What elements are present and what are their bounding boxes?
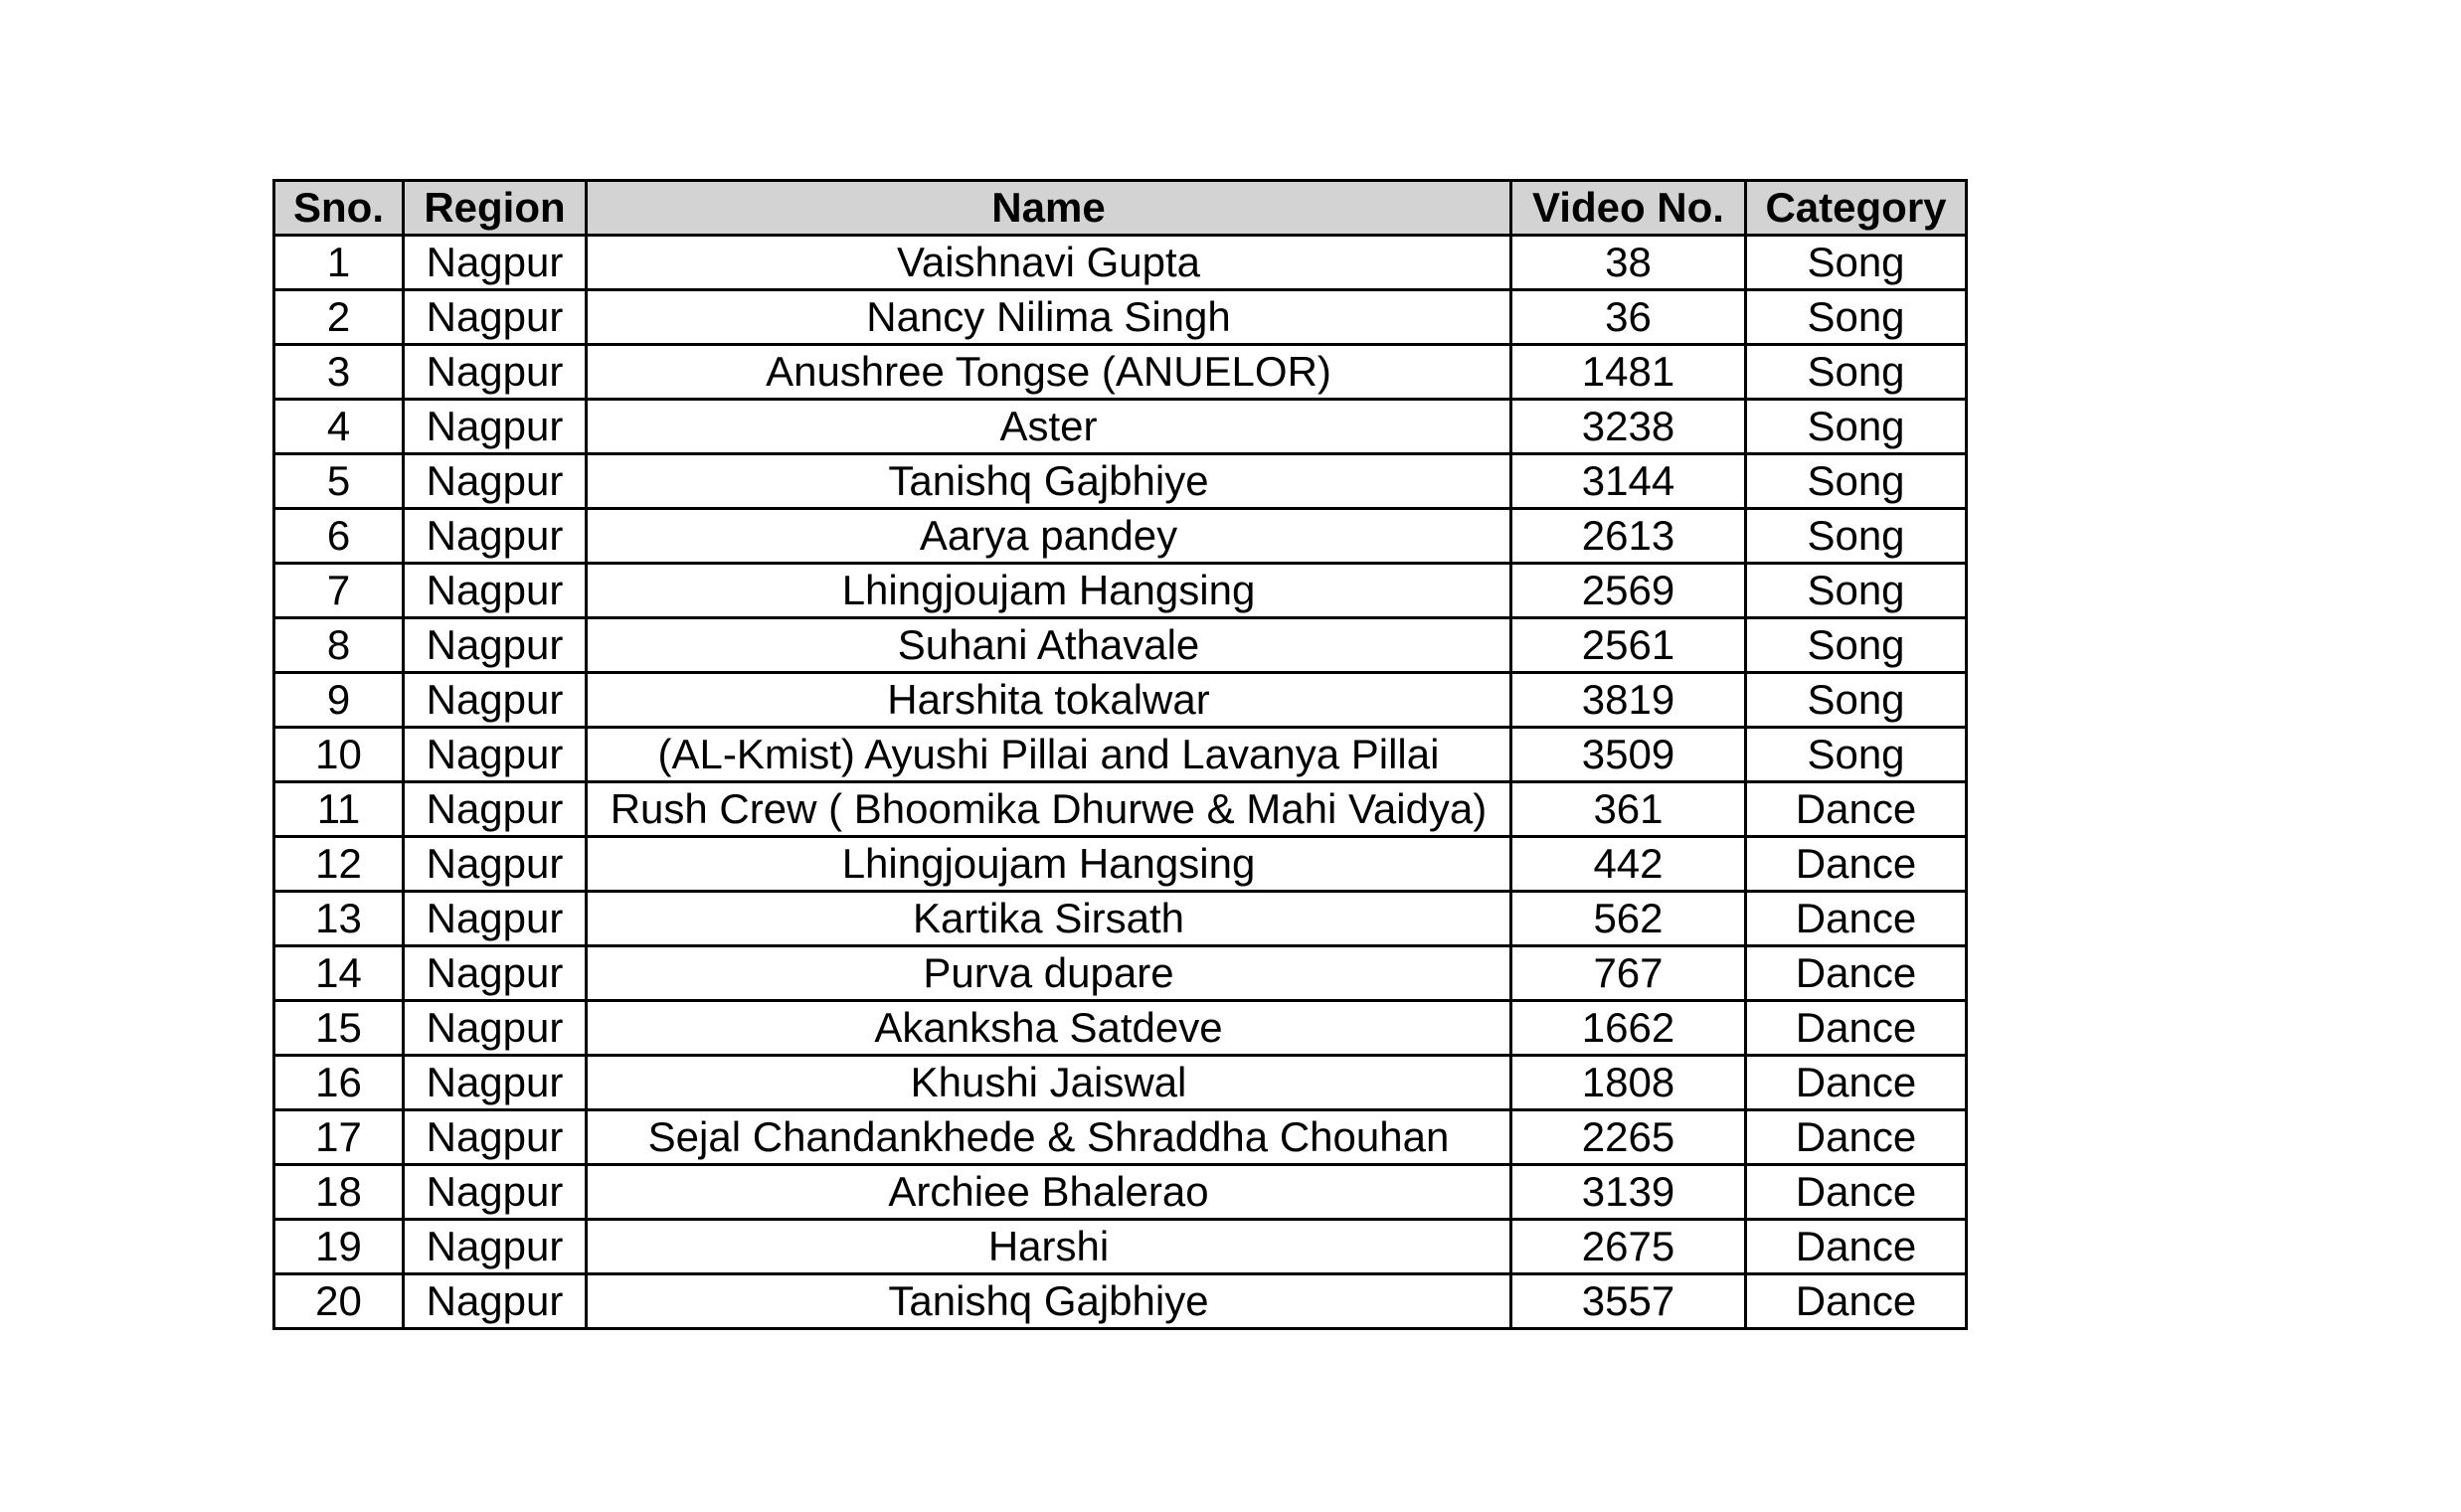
cell-video-no: 3238 bbox=[1511, 400, 1746, 454]
cell-sno: 11 bbox=[274, 782, 404, 837]
cell-name: Archiee Bhalerao bbox=[587, 1165, 1511, 1220]
cell-sno: 7 bbox=[274, 564, 404, 618]
cell-video-no: 2675 bbox=[1511, 1220, 1746, 1274]
cell-category: Song bbox=[1746, 400, 1967, 454]
cell-category: Dance bbox=[1746, 946, 1967, 1001]
cell-region: Nagpur bbox=[404, 345, 587, 400]
cell-category: Song bbox=[1746, 509, 1967, 564]
cell-video-no: 38 bbox=[1511, 236, 1746, 290]
cell-video-no: 2561 bbox=[1511, 618, 1746, 673]
header-sno: Sno. bbox=[274, 181, 404, 236]
cell-region: Nagpur bbox=[404, 673, 587, 728]
cell-name: Vaishnavi Gupta bbox=[587, 236, 1511, 290]
table-row bbox=[274, 1110, 1967, 1165]
cell-category: Song bbox=[1746, 728, 1967, 782]
cell-region: Nagpur bbox=[404, 236, 587, 290]
cell-sno: 16 bbox=[274, 1056, 404, 1110]
cell-name: Harshita tokalwar bbox=[587, 673, 1511, 728]
table-row bbox=[274, 946, 1967, 1001]
table-row bbox=[274, 618, 1967, 673]
cell-video-no: 2265 bbox=[1511, 1110, 1746, 1165]
cell-category: Dance bbox=[1746, 837, 1967, 892]
cell-sno: 5 bbox=[274, 454, 404, 509]
cell-name: Tanishq Gajbhiye bbox=[587, 454, 1511, 509]
cell-category: Dance bbox=[1746, 1056, 1967, 1110]
cell-video-no: 2613 bbox=[1511, 509, 1746, 564]
cell-name: Anushree Tongse (ANUELOR) bbox=[587, 345, 1511, 400]
cell-name: Lhingjoujam Hangsing bbox=[587, 837, 1511, 892]
cell-sno: 17 bbox=[274, 1110, 404, 1165]
cell-name: (AL-Kmist) Ayushi Pillai and Lavanya Pillai bbox=[587, 728, 1511, 782]
table-row bbox=[274, 728, 1967, 782]
table-row bbox=[274, 837, 1967, 892]
cell-video-no: 562 bbox=[1511, 892, 1746, 946]
cell-sno: 2 bbox=[274, 290, 404, 345]
cell-name: Akanksha Satdeve bbox=[587, 1001, 1511, 1056]
table-body bbox=[274, 236, 1967, 1329]
cell-video-no: 3509 bbox=[1511, 728, 1746, 782]
table-row bbox=[274, 1165, 1967, 1220]
cell-video-no: 3819 bbox=[1511, 673, 1746, 728]
cell-region: Nagpur bbox=[404, 1056, 587, 1110]
cell-sno: 10 bbox=[274, 728, 404, 782]
cell-sno: 6 bbox=[274, 509, 404, 564]
cell-name: Sejal Chandankhede & Shraddha Chouhan bbox=[587, 1110, 1511, 1165]
cell-video-no: 1481 bbox=[1511, 345, 1746, 400]
table-row bbox=[274, 400, 1967, 454]
cell-category: Dance bbox=[1746, 782, 1967, 837]
cell-region: Nagpur bbox=[404, 454, 587, 509]
table-row bbox=[274, 1001, 1967, 1056]
table-row bbox=[274, 236, 1967, 290]
cell-video-no: 1808 bbox=[1511, 1056, 1746, 1110]
cell-video-no: 3557 bbox=[1511, 1274, 1746, 1329]
cell-region: Nagpur bbox=[404, 1110, 587, 1165]
cell-video-no: 442 bbox=[1511, 837, 1746, 892]
cell-sno: 4 bbox=[274, 400, 404, 454]
table-row bbox=[274, 345, 1967, 400]
cell-name: Rush Crew ( Bhoomika Dhurwe & Mahi Vaidya) bbox=[587, 782, 1511, 837]
table-row bbox=[274, 673, 1967, 728]
cell-sno: 19 bbox=[274, 1220, 404, 1274]
cell-name: Nancy Nilima Singh bbox=[587, 290, 1511, 345]
cell-region: Nagpur bbox=[404, 892, 587, 946]
cell-region: Nagpur bbox=[404, 728, 587, 782]
cell-region: Nagpur bbox=[404, 1165, 587, 1220]
cell-video-no: 36 bbox=[1511, 290, 1746, 345]
table-row bbox=[274, 454, 1967, 509]
header-category: Category bbox=[1746, 181, 1967, 236]
cell-region: Nagpur bbox=[404, 564, 587, 618]
table-row bbox=[274, 782, 1967, 837]
cell-sno: 8 bbox=[274, 618, 404, 673]
table-row bbox=[274, 1274, 1967, 1329]
cell-name: Harshi bbox=[587, 1220, 1511, 1274]
cell-category: Song bbox=[1746, 618, 1967, 673]
cell-region: Nagpur bbox=[404, 1001, 587, 1056]
cell-region: Nagpur bbox=[404, 1274, 587, 1329]
cell-sno: 20 bbox=[274, 1274, 404, 1329]
cell-category: Song bbox=[1746, 236, 1967, 290]
cell-video-no: 361 bbox=[1511, 782, 1746, 837]
cell-sno: 9 bbox=[274, 673, 404, 728]
header-name: Name bbox=[587, 181, 1511, 236]
table-row bbox=[274, 1220, 1967, 1274]
cell-sno: 14 bbox=[274, 946, 404, 1001]
cell-category: Dance bbox=[1746, 1001, 1967, 1056]
cell-sno: 1 bbox=[274, 236, 404, 290]
cell-sno: 3 bbox=[274, 345, 404, 400]
cell-category: Dance bbox=[1746, 1220, 1967, 1274]
cell-video-no: 1662 bbox=[1511, 1001, 1746, 1056]
cell-category: Dance bbox=[1746, 892, 1967, 946]
table-row bbox=[274, 1056, 1967, 1110]
cell-video-no: 3139 bbox=[1511, 1165, 1746, 1220]
cell-video-no: 767 bbox=[1511, 946, 1746, 1001]
cell-category: Song bbox=[1746, 454, 1967, 509]
table-row bbox=[274, 892, 1967, 946]
cell-name: Suhani Athavale bbox=[587, 618, 1511, 673]
cell-region: Nagpur bbox=[404, 782, 587, 837]
cell-region: Nagpur bbox=[404, 946, 587, 1001]
cell-category: Dance bbox=[1746, 1165, 1967, 1220]
cell-region: Nagpur bbox=[404, 290, 587, 345]
table-row bbox=[274, 509, 1967, 564]
cell-region: Nagpur bbox=[404, 1220, 587, 1274]
cell-name: Aster bbox=[587, 400, 1511, 454]
cell-category: Song bbox=[1746, 345, 1967, 400]
cell-name: Aarya pandey bbox=[587, 509, 1511, 564]
cell-name: Tanishq Gajbhiye bbox=[587, 1274, 1511, 1329]
cell-region: Nagpur bbox=[404, 837, 587, 892]
table-row bbox=[274, 290, 1967, 345]
cell-sno: 15 bbox=[274, 1001, 404, 1056]
cell-sno: 12 bbox=[274, 837, 404, 892]
cell-region: Nagpur bbox=[404, 400, 587, 454]
cell-name: Khushi Jaiswal bbox=[587, 1056, 1511, 1110]
cell-category: Dance bbox=[1746, 1110, 1967, 1165]
cell-category: Song bbox=[1746, 673, 1967, 728]
cell-region: Nagpur bbox=[404, 509, 587, 564]
header-row bbox=[274, 181, 1967, 236]
header-video-no: Video No. bbox=[1511, 181, 1746, 236]
cell-category: Dance bbox=[1746, 1274, 1967, 1329]
cell-sno: 18 bbox=[274, 1165, 404, 1220]
cell-category: Song bbox=[1746, 564, 1967, 618]
cell-name: Purva dupare bbox=[587, 946, 1511, 1001]
header-region: Region bbox=[404, 181, 587, 236]
participants-table bbox=[272, 179, 1968, 1330]
cell-category: Song bbox=[1746, 290, 1967, 345]
cell-sno: 13 bbox=[274, 892, 404, 946]
cell-name: Lhingjoujam Hangsing bbox=[587, 564, 1511, 618]
table-row bbox=[274, 564, 1967, 618]
cell-name: Kartika Sirsath bbox=[587, 892, 1511, 946]
cell-video-no: 2569 bbox=[1511, 564, 1746, 618]
cell-region: Nagpur bbox=[404, 618, 587, 673]
cell-video-no: 3144 bbox=[1511, 454, 1746, 509]
